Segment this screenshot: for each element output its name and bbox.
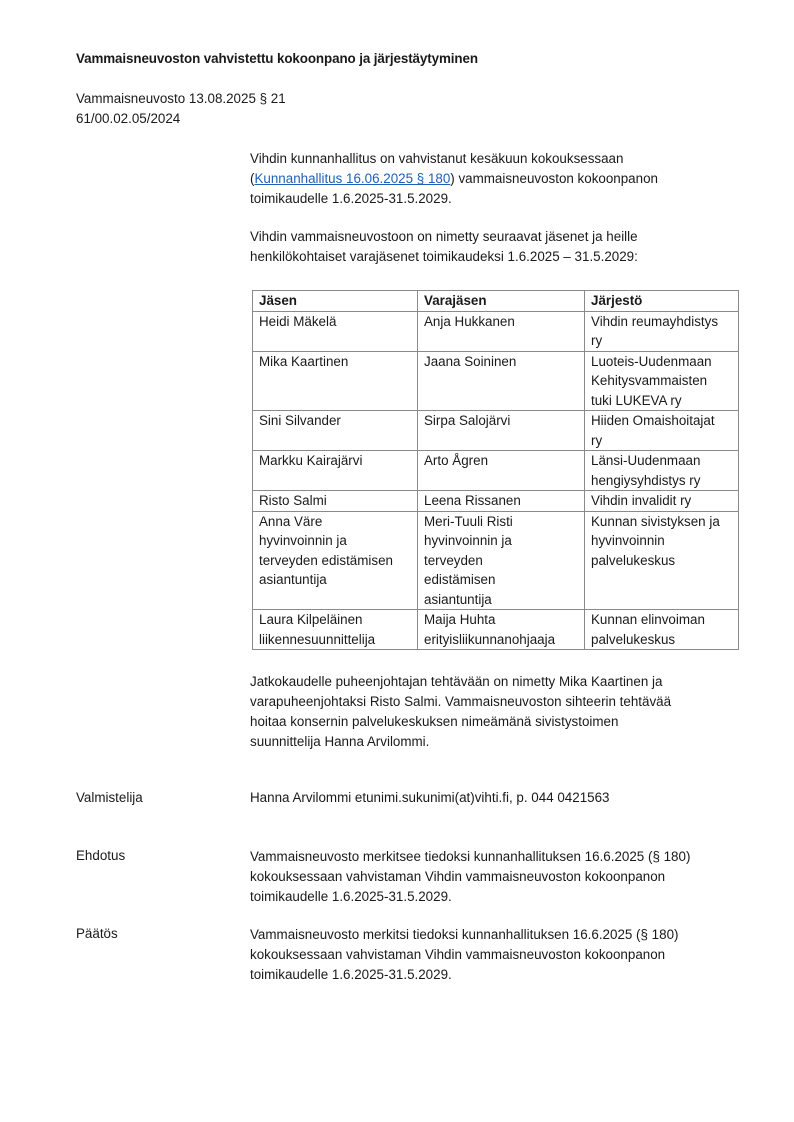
cell-text: Anja Hukkanen — [424, 313, 515, 329]
table-header-row — [253, 291, 739, 312]
intro-line — [250, 169, 730, 189]
header-member: Jäsen — [253, 291, 418, 312]
paren-open: ( — [250, 171, 255, 186]
cell-text: palvelukeskus — [591, 552, 676, 568]
proposal-text — [250, 847, 730, 907]
cell-text: Maija Huhta — [424, 612, 496, 627]
cell-text: Sirpa Salojärvi — [424, 413, 511, 428]
table-row — [253, 311, 739, 351]
cell-organization — [585, 351, 739, 411]
members-table-body — [253, 311, 739, 650]
cell-deputy — [418, 351, 585, 411]
cell-organization — [585, 610, 739, 650]
cell-text: Vihdin invalidit ry — [591, 493, 692, 508]
appointment-line: Vihdin vammaisneuvostoon on nimetty seuraavat jäsenet ja heille — [250, 229, 638, 244]
cell-deputy — [418, 511, 585, 610]
intro-line: toimikaudelle 1.6.2025-31.5.2029. — [250, 191, 452, 206]
cell-deputy — [418, 411, 585, 451]
cell-text: Luoteis-Uudenmaan — [591, 353, 712, 369]
cell-deputy — [418, 451, 585, 491]
cell-organization — [585, 311, 739, 351]
cell-organization — [585, 511, 739, 610]
cell-member — [253, 451, 418, 491]
cell-text: Jaana Soininen — [424, 353, 517, 369]
cell-text: Kunnan elinvoiman — [591, 612, 705, 627]
header-deputy: Varajäsen — [418, 291, 585, 312]
cell-text: Leena Rissanen — [424, 493, 521, 508]
cell-organization — [585, 411, 739, 451]
cell-member — [253, 351, 418, 411]
cell-text: ry — [591, 432, 603, 448]
chair-line: hoitaa konsernin palvelukeskuksen nimeämänä sivistystoimen — [250, 714, 619, 729]
cell-deputy — [418, 491, 585, 512]
header-organization: Järjestö — [585, 291, 739, 312]
cell-member — [253, 311, 418, 351]
table-row — [253, 511, 739, 610]
cell-text: terveyden edistämisen — [259, 552, 393, 568]
intro-line: Vihdin kunnanhallitus on vahvistanut kesäkuun kokouksessaan — [250, 151, 624, 166]
decision-line: Vammaisneuvosto merkitsi tiedoksi kunnanhallituksen 16.6.2025 (§ 180) — [250, 927, 679, 942]
cell-member — [253, 610, 418, 650]
cell-text: hyvinvoinnin ja — [424, 533, 512, 548]
cell-text: liikennesuunnittelija — [259, 631, 376, 647]
cell-text: asiantuntija — [259, 572, 327, 587]
meeting-reference: Vammaisneuvosto 13.08.2025 § 21 — [76, 91, 286, 106]
cell-text: Arto Ågren — [424, 453, 489, 468]
cell-text: Länsi-Uudenmaan — [591, 453, 701, 468]
appointment-line: henkilökohtaiset varajäsenet toimikaudeksi 1.6.2025 – 31.5.2029: — [250, 249, 638, 264]
chair-line: suunnittelija Hanna Arvilommi. — [250, 734, 430, 749]
proposal-line: toimikaudelle 1.6.2025-31.5.2029. — [250, 889, 452, 904]
cell-member — [253, 491, 418, 512]
proposal-line: kokouksessaan vahvistaman Vihdin vammaisneuvoston kokoonpanon — [250, 869, 666, 884]
cell-text: Heidi Mäkelä — [259, 313, 337, 329]
cell-text: Sini Silvander — [259, 413, 341, 428]
cell-text: Kunnan sivistyksen ja — [591, 513, 720, 529]
cell-text: Mika Kaartinen — [259, 353, 349, 369]
cell-text: tuki LUKEVA ry — [591, 392, 682, 408]
proposal-label: Ehdotus — [76, 848, 126, 863]
proposal-line: Vammaisneuvosto merkitsee tiedoksi kunnanhallituksen 16.6.2025 (§ 180) — [250, 849, 691, 864]
cell-organization — [585, 451, 739, 491]
cell-deputy — [418, 610, 585, 650]
table-row — [253, 451, 739, 491]
cell-text: hyvinvoinnin — [591, 533, 665, 548]
preparer-label: Valmistelija — [76, 790, 143, 805]
decision-text — [250, 925, 730, 985]
chair-paragraph — [250, 672, 730, 752]
record-number: 61/00.02.05/2024 — [76, 111, 181, 126]
cell-member — [253, 511, 418, 610]
cell-text: edistämisen — [424, 572, 496, 587]
intro-paragraph — [250, 149, 730, 209]
decision-line: kokouksessaan vahvistaman Vihdin vammaisneuvoston kokoonpanon — [250, 947, 666, 962]
cell-text: asiantuntija — [424, 591, 492, 607]
cell-text: Anna Väre — [259, 513, 323, 529]
document-title: Vammaisneuvoston vahvistettu kokoonpano ja järjestäytyminen — [76, 51, 478, 66]
cell-text: erityisliikunnanohjaaja — [424, 631, 556, 647]
cell-text: Hiiden Omaishoitajat — [591, 413, 715, 428]
table-row — [253, 351, 739, 411]
cell-text: palvelukeskus — [591, 631, 676, 647]
cell-text: hengiysyhdistys ry — [591, 472, 701, 488]
cell-text: ry — [591, 333, 603, 348]
cell-text: Markku Kairajärvi — [259, 453, 363, 468]
cell-member — [253, 411, 418, 451]
decision-label: Päätös — [76, 926, 118, 941]
cell-text: Vihdin reumayhdistys — [591, 313, 719, 329]
chair-line: varapuheenjohtaksi Risto Salmi. Vammaisneuvoston sihteerin tehtävää — [250, 694, 672, 709]
cell-deputy — [418, 311, 585, 351]
cell-text: Kehitysvammaisten — [591, 373, 708, 388]
appointment-paragraph — [250, 227, 730, 267]
cell-organization — [585, 491, 739, 512]
table-row — [253, 411, 739, 451]
kunnanhallitus-link[interactable]: Kunnanhallitus 16.06.2025 § 180 — [254, 171, 451, 186]
cell-text: terveyden — [424, 552, 483, 568]
cell-text: hyvinvoinnin ja — [259, 533, 347, 548]
cell-text: Meri-Tuuli Risti — [424, 513, 513, 529]
cell-text: Risto Salmi — [259, 493, 327, 508]
intro-line-suffix: ) vammaisneuvoston kokoonpanon — [450, 171, 658, 186]
table-row — [253, 610, 739, 650]
chair-line: Jatkokaudelle puheenjohtajan tehtävään on nimetty Mika Kaartinen ja — [250, 674, 663, 689]
cell-text: Laura Kilpeläinen — [259, 612, 363, 627]
table-row — [253, 491, 739, 512]
members-table — [252, 290, 739, 650]
decision-line: toimikaudelle 1.6.2025-31.5.2029. — [250, 967, 452, 982]
preparer-value: Hanna Arvilommi etunimi.sukunimi(at)vihti.fi, p. 044 0421563 — [250, 790, 610, 805]
